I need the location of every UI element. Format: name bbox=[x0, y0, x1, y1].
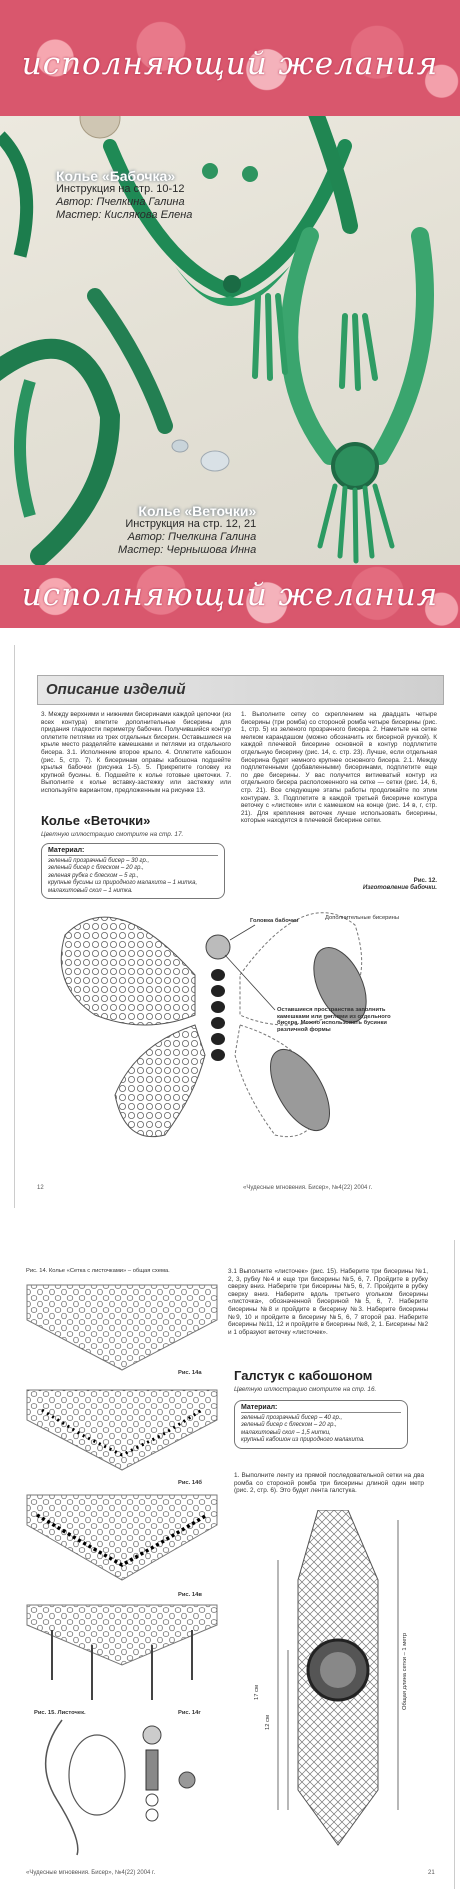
tie-cabochon bbox=[333, 444, 377, 488]
twig-necklace-inner bbox=[20, 381, 30, 516]
butterfly-cabochon bbox=[223, 275, 241, 293]
header-script-title: исполняющий желания bbox=[21, 46, 439, 82]
figure-caption-text: Изготовление бабочки. bbox=[362, 884, 437, 891]
page-number: 21 bbox=[428, 1870, 435, 1876]
materials-box bbox=[234, 1400, 408, 1449]
left-upper-wing bbox=[61, 917, 195, 1025]
section-header-title: Описание изделий bbox=[46, 681, 186, 698]
figure-label: Рис. 12. bbox=[413, 877, 437, 884]
tie-cabochon-center bbox=[320, 1652, 356, 1688]
tie-fringe bbox=[320, 486, 392, 561]
section-header bbox=[37, 675, 444, 705]
leaf-earring bbox=[255, 296, 285, 378]
crystal-stone bbox=[172, 440, 188, 452]
material-item: зеленая рубка с блеском – 5 гр., bbox=[48, 872, 139, 879]
crystal-stone bbox=[201, 451, 229, 471]
earring-flower bbox=[202, 163, 218, 179]
material-item: зеленый бисер с блеском – 20 гр., bbox=[241, 1422, 337, 1428]
figure-caption bbox=[345, 877, 437, 891]
caption-title: Колье «Веточки» bbox=[138, 503, 257, 519]
caption-instruction: Инструкция на стр. 10-12 bbox=[56, 183, 185, 195]
left-lower-wing bbox=[115, 1025, 205, 1137]
dimension-17: 17 см bbox=[254, 1685, 260, 1700]
instruction-page-21 bbox=[8, 1240, 455, 1889]
materials-title: Материал: bbox=[241, 1404, 401, 1413]
diagram-label-head: Головка бабочки bbox=[250, 918, 299, 924]
instruction-page-12 bbox=[14, 645, 455, 1208]
fig14a-net bbox=[27, 1390, 217, 1470]
label-leader bbox=[225, 955, 275, 1010]
footer-script-title: исполняющий желания bbox=[21, 577, 439, 613]
diagram-label-fill: Оставшиеся пространства заполнить камешками или петлями из отдельного бисера. Можно использовать бусинки различной формы bbox=[277, 1007, 391, 1033]
materials-box bbox=[41, 843, 225, 899]
material-item: малахитовый скол – 1 нитка. bbox=[48, 887, 133, 894]
section-title: Колье «Веточки» bbox=[41, 813, 151, 828]
fig14b-net bbox=[27, 1495, 217, 1580]
fig14-general-net bbox=[27, 1285, 217, 1370]
material-item: крупный кабошон из природного малахита. bbox=[241, 1437, 365, 1443]
fig14g-label: Рис. 14г bbox=[178, 1710, 201, 1716]
butterfly-head bbox=[206, 935, 230, 959]
fig14v-net bbox=[27, 1605, 217, 1665]
tie-diagram bbox=[258, 1510, 418, 1850]
text-column-right: 1. Выполните сетку со скреплением на двадцать четыре бисерины (три ромба) со стороной ромба четыре бисерины (рис. 1, стр. 5) из зеленого прозрачного бисера. 2. Наметьте на сетке мелком карандашом (можно обозначить их бисерной ручкой). К каждой плечевой бисерине основной в контур подплетите отдельную бисерину (рис. 14, с. стр. 23). Лучше, если отдельная бисерина будет немного крупнее основного бисера. 2.1. Между подплетенными (добавленными) бисеринами, подплетите еще по две бисерины. У вас получится витиеватый контур из отдельного бисера расположенного на сетке — сетки (рис. 14, 6, стр. 21). Все следующие этапы работы продолжайте по этим контурам. 3. Подплетите в каждой третьей бисерине контура веточку с «листком» или с камешком на конце (рис. 14 в, г, стр. 21). Для крепления веточек лучше использовать бисерины, которые находятся в плечевой бисерине сетки. bbox=[241, 711, 437, 825]
text-column-right: 3.1 Выполните «листочек» (рис. 15). Наберите три бисерины №1, 2, 3, рубку №4 и еще три бисерины №5, 6, 7. Пройдите в рубку сверху вниз. Наберите три бисерины №5, 6, 7. Пройдите в рубку сверху вниз. Наберите вдоль третьего угольком бисерины «листочка», обозначенной бисериной №5, 6, 7. Наберите бисерины №8 и пройдите в бисерину №3. Наберите бисерины №9, 10 и пройдите в бисерину №5, 6, 7 второй раз. Наберите бисерины №11, 12 и пройдите в бисерины №8, 2, 1. Бисерины №2 и 1 образуют веточку «листочек». bbox=[228, 1268, 428, 1336]
section-note: Цветную иллюстрацию смотрите на стр. 16. bbox=[234, 1386, 377, 1393]
figure14-title: Рис. 14. Колье «Сетка с листочками» – общая схема. bbox=[26, 1268, 170, 1274]
section-note: Цветную иллюстрацию смотрите на стр. 17. bbox=[41, 831, 184, 838]
magazine-photo-page bbox=[0, 0, 460, 628]
label-leader bbox=[230, 925, 255, 940]
material-item: зеленый прозрачный бисер – 30 гр., bbox=[48, 857, 150, 864]
fig15-leaf bbox=[69, 1735, 125, 1815]
caption-title: Колье «Бабочка» bbox=[56, 168, 176, 184]
rose-header-band bbox=[0, 0, 460, 116]
step-text: 1. Выполните ленту из прямой последовательной сетки на два ромба со стороной ромба три бисерины длиной один метр (рис. 2, стр. 6). Это будет лента галстука. bbox=[234, 1472, 424, 1495]
fig14a-label: Рис. 14а bbox=[178, 1370, 202, 1376]
caption-master: Мастер: Кислякова Елена bbox=[56, 209, 193, 221]
diagram-label-edge: Дополнительные бисерины bbox=[325, 915, 400, 921]
journal-footer: «Чудесные мгновения. Бисер», №4(22) 2004 г. bbox=[26, 1870, 156, 1876]
butterfly-body bbox=[211, 969, 225, 1061]
dimension-12: 12 см bbox=[265, 1715, 271, 1730]
page-number: 12 bbox=[37, 1185, 44, 1191]
fig15-label: Рис. 15. Листочек. bbox=[34, 1710, 86, 1716]
rose-footer-band bbox=[0, 565, 460, 628]
material-item: зеленый бисер с блеском – 20 гр., bbox=[48, 865, 144, 871]
leaf-earring bbox=[342, 316, 375, 388]
caption-author: Автор: Пчелкина Галина bbox=[127, 531, 257, 543]
material-item: зеленый прозрачный бисер – 40 гр., bbox=[241, 1414, 343, 1421]
fig14v-label: Рис. 14в bbox=[178, 1592, 202, 1598]
twig-necklace-caption bbox=[118, 505, 256, 557]
material-item: крупные бусины из природного малахита – 1 нитка, bbox=[48, 880, 198, 886]
earring-flower bbox=[242, 166, 258, 182]
text-column-left: 3. Между верхними и нижними бисеринами каждой цепочки (из всех контура) впетите дополнительные бисерины для придания гладкости периметру бабочки. Получившийся контур оплетите петлями из трех отдельных бисерин. Оставьшиеся на крыле место разделяйте камешками и петлями из отдельного бисера. 3.1. Исполнение второе крыло. 4. Оплетите кабошон (рис. 5, стр. 7). К бисеринам оправы кабошона подшейте крылья бабочки (рисунка 1-5). 5. Прикрепите головку из крупной бусины. 6. Подшейте к колье готовые цветочки. 7. Выполните к колье вставку-застежку или застежку или используйте вариантом, предложенным на рисунке 13. bbox=[41, 711, 231, 794]
dimension-total-length: Общая длина сетки – 1 метр bbox=[402, 1632, 408, 1710]
net-schemes-diagram bbox=[22, 1280, 222, 1860]
materials-title: Материал: bbox=[48, 847, 218, 856]
caption-author: Автор: Пчелкина Галина bbox=[56, 196, 185, 208]
material-item: малахитовый скол – 1,5 нитки, bbox=[241, 1429, 331, 1436]
fig14b-label: Рис. 14б bbox=[178, 1480, 202, 1486]
bracelet-left bbox=[0, 136, 27, 256]
fig14g-twig bbox=[143, 1726, 195, 1821]
stone-leaf-lower bbox=[258, 1040, 341, 1140]
fabric-flower bbox=[80, 116, 120, 138]
section-title: Галстук с кабошоном bbox=[234, 1368, 373, 1383]
caption-master: Мастер: Чернышова Инна bbox=[118, 544, 257, 556]
journal-footer: «Чудесные мгновения. Бисер», №4(22) 2004 г. bbox=[243, 1185, 373, 1191]
caption-instruction: Инструкция на стр. 12, 21 bbox=[125, 518, 257, 530]
butterfly-necklace-caption bbox=[56, 170, 192, 222]
fig15-leaf-stem bbox=[46, 1720, 78, 1855]
